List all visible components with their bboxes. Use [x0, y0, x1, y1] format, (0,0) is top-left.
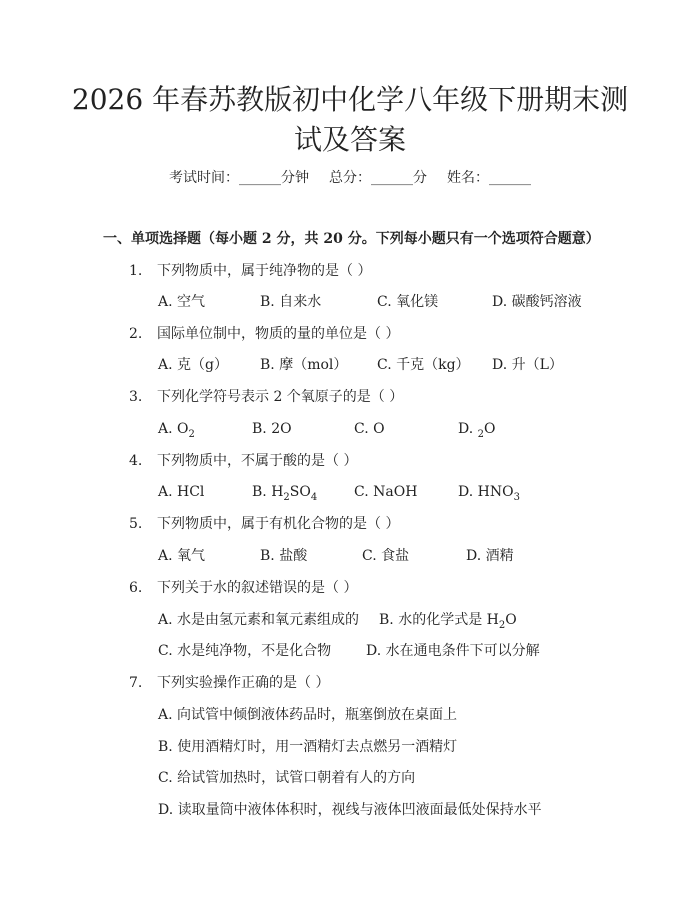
question-number: 6.: [129, 580, 143, 596]
page-title: 2026 年春苏教版初中化学八年级下册期末测: [71, 83, 629, 116]
question-4: [129, 451, 357, 471]
subscript: 3: [513, 491, 520, 503]
question-1: [129, 261, 371, 281]
option-a: A. 氧气: [158, 548, 206, 564]
option-b-text-mid: SO: [289, 484, 311, 500]
question-number: 2.: [129, 326, 143, 342]
question-3: [129, 387, 403, 407]
option-d: [458, 482, 520, 502]
option-a: A. HCl: [158, 484, 205, 500]
exam-time: 考试时间：______分钟: [169, 170, 309, 186]
page-title-continued: 试及答案: [293, 123, 406, 156]
question-number: 1.: [129, 263, 143, 279]
option-b: B. 摩（mol）: [260, 357, 348, 373]
question-2: [129, 324, 399, 344]
option-d: D. 水在通电条件下可以分解: [366, 643, 540, 659]
option-c: C. O: [354, 421, 385, 437]
question-text: 下列物质中，属于纯净物的是（ ）: [157, 263, 372, 279]
option-a: A. 空气: [158, 294, 206, 310]
option-c: C. 食盐: [362, 548, 410, 564]
option-d: D. 升（L）: [492, 357, 563, 373]
option-d: [458, 419, 496, 439]
subscript: 2: [498, 619, 506, 631]
option-a: A. 水是由氢元素和氧元素组成的: [158, 612, 360, 628]
option-d-text-end: O: [484, 421, 496, 437]
option-b: [252, 482, 317, 502]
question-number: 7.: [129, 675, 143, 691]
option-c: C. 氧化镁: [377, 294, 439, 310]
subscript: 2: [477, 428, 485, 440]
option-b: B. 2O: [252, 421, 292, 437]
question-text: 下列关于水的叙述错误的是（ ）: [157, 580, 358, 596]
option-d: D. 酒精: [466, 548, 514, 564]
option-c: C. 给试管加热时，试管口朝着有人的方向: [158, 770, 416, 786]
option-c: C. 水是纯净物，不是化合物: [158, 643, 332, 659]
subscript: 2: [283, 491, 290, 503]
option-c: C. 千克（kg）: [377, 357, 470, 373]
option-b: B. 使用酒精灯时，用一酒精灯去点燃另一酒精灯: [158, 739, 458, 755]
option-c: C. NaOH: [354, 484, 418, 500]
question-number: 5.: [129, 516, 143, 532]
total-score: 总分：______分: [329, 170, 427, 186]
option-b: B. 盐酸: [260, 548, 308, 564]
question-text: 国际单位制中，物质的量的单位是（ ）: [157, 326, 400, 342]
question-5: [129, 514, 399, 534]
question-6: [129, 578, 357, 598]
option-b-text-end: O: [505, 612, 517, 628]
option-b: B. 自来水: [260, 294, 322, 310]
option-a: A. 向试管中倾倒液体药品时，瓶塞倒放在桌面上: [158, 707, 458, 723]
option-d-text: D.: [458, 421, 478, 437]
subscript: 4: [310, 491, 318, 503]
exam-meta: [0, 168, 700, 188]
option-b: [379, 610, 517, 630]
option-d-text: D. HNO: [458, 484, 514, 500]
option-d: D. 碳酸钙溶液: [492, 294, 582, 310]
subscript: 2: [188, 428, 195, 440]
question-text: 下列实验操作正确的是（ ）: [157, 675, 330, 691]
question-7: [129, 673, 329, 693]
question-text: 下列物质中，不属于酸的是（ ）: [157, 453, 358, 469]
option-b-text: B. H: [252, 484, 284, 500]
question-text: 下列物质中，属于有机化合物的是（ ）: [157, 516, 400, 532]
section-heading: 一、单项选择题（每小题 2 分，共 20 分。下列每小题只有一个选项符合题意）: [103, 231, 600, 247]
question-text: 下列化学符号表示 2 个氧原子的是（ ）: [157, 389, 404, 405]
option-a: [158, 419, 195, 439]
question-number: 3.: [129, 389, 143, 405]
option-d: D. 读取量筒中液体体积时，视线与液体凹液面最低处保持水平: [158, 802, 542, 818]
option-b-text: B. 水的化学式是 H: [379, 612, 499, 628]
option-a-text: A. O: [158, 421, 189, 437]
option-a: A. 克（g）: [158, 357, 228, 373]
student-name: 姓名：______: [447, 170, 531, 186]
question-number: 4.: [129, 453, 143, 469]
